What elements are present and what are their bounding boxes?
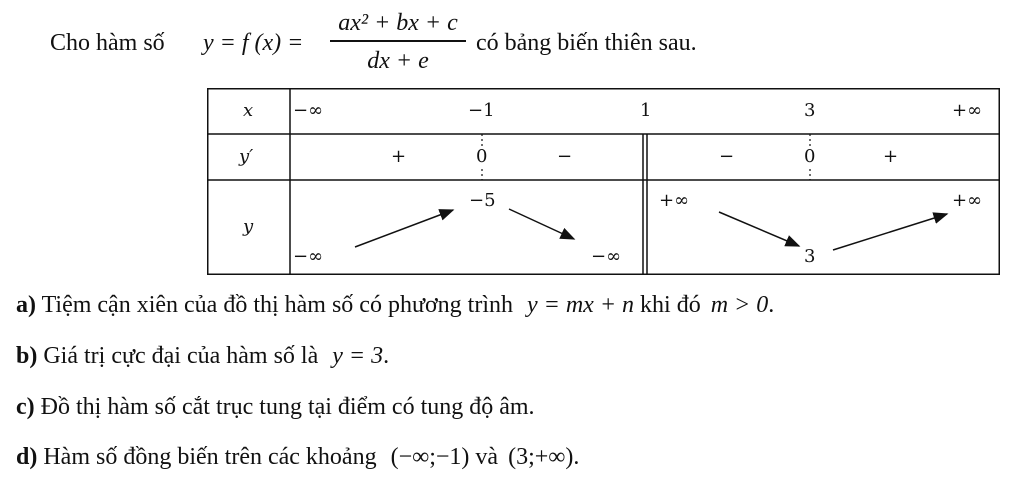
statement-b-text: Giá trị cực đại của hàm số là	[43, 343, 319, 369]
statement-c	[16, 394, 535, 421]
function-lhs: y = f (x) =	[203, 30, 304, 56]
statement-a-math: y = mx + n	[527, 292, 635, 318]
statement-a-text: Tiệm cận xiên của đồ thị hàm số có phương trình	[41, 292, 513, 318]
statement-a-tail: khi đó	[640, 292, 701, 318]
x-value-1: 1	[640, 100, 652, 121]
fraction-denominator: dx + e	[367, 47, 429, 74]
decreasing-arrow-2	[719, 212, 799, 246]
y-right-end: +∞	[952, 190, 983, 211]
intro-suffix: có bảng biến thiên sau.	[476, 30, 697, 56]
x-value-3: 3	[804, 100, 816, 121]
sign-minus-2: −	[719, 146, 735, 167]
statement-d-label: d)	[16, 444, 38, 470]
row-label-yprime: y′	[239, 146, 254, 167]
y-right-start: +∞	[659, 190, 690, 211]
statement-b-end: .	[383, 343, 390, 369]
intro-prefix: Cho hàm số	[50, 30, 165, 56]
x-value-neg-1: −1	[468, 100, 495, 121]
x-value-neg-inf: −∞	[293, 100, 324, 121]
y-left-end: −∞	[591, 246, 622, 267]
row-label-x: x	[243, 100, 254, 121]
zero-at-neg-1: 0	[476, 146, 488, 167]
statement-b-label: b)	[16, 343, 38, 369]
x-value-pos-inf: +∞	[952, 100, 983, 121]
sign-minus-1: −	[557, 146, 573, 167]
statement-a	[16, 292, 774, 319]
fraction-numerator: ax² + bx + c	[338, 10, 458, 36]
statement-a-label: a)	[16, 292, 36, 318]
row-label-y: y	[243, 216, 254, 237]
fraction-bar	[330, 40, 466, 42]
statement-b	[16, 343, 389, 370]
sign-plus-2: +	[883, 146, 899, 167]
statement-c-text: Đồ thị hàm số cắt trục tung tại điểm có tung độ âm.	[40, 394, 535, 420]
statement-a-math2: m > 0	[710, 292, 769, 318]
statement-d-end: .	[573, 444, 580, 470]
statement-d-tail: và	[475, 444, 499, 470]
sign-plus-1: +	[391, 146, 407, 167]
zero-at-3: 0	[804, 146, 816, 167]
variation-table	[207, 88, 1000, 275]
increasing-arrow-1	[355, 210, 453, 247]
statement-c-label: c)	[16, 394, 35, 420]
decreasing-arrow-1	[509, 209, 574, 239]
statement-d	[16, 444, 579, 471]
statement-d-text: Hàm số đồng biến trên các khoảng	[43, 444, 377, 470]
statement-d-math2: (3;+∞)	[508, 444, 574, 470]
statement-b-math: y = 3	[332, 343, 384, 369]
statement-a-end: .	[768, 292, 775, 318]
increasing-arrow-2	[833, 214, 947, 250]
function-fraction	[330, 8, 466, 76]
y-local-max: −5	[469, 190, 496, 211]
statement-d-math: (−∞;−1)	[390, 444, 470, 470]
y-left-start: −∞	[293, 246, 324, 267]
y-local-min: 3	[804, 246, 816, 267]
